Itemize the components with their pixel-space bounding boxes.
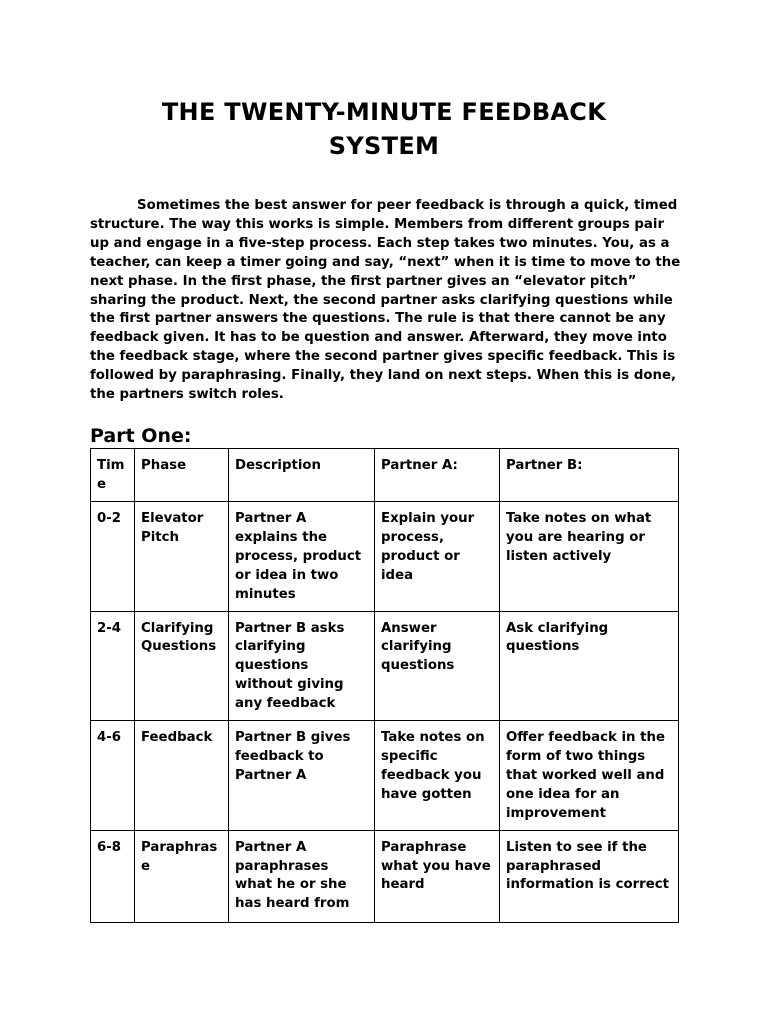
cell-description — [229, 502, 375, 612]
cell-partner-a-text: Take notes on specific feedback you have gotten — [381, 730, 485, 802]
cell-partner-a — [375, 502, 500, 612]
cell-phase — [135, 611, 229, 721]
header-partner-a: Partner A: — [375, 449, 500, 502]
cell-time: 6-8 — [91, 830, 135, 922]
header-phase: Phase — [135, 449, 229, 502]
cell-partner-b-text: Ask clarifying questions — [506, 620, 609, 655]
section-heading-part-one: Part One: — [90, 425, 192, 447]
title-line-2: SYSTEM — [328, 132, 440, 160]
cell-partner-a-text: Explain your process, product or idea — [381, 511, 475, 583]
title-line-1: THE TWENTY-MINUTE FEEDBACK — [161, 98, 607, 126]
cell-description-text: Partner A explains the process, product or idea in two minutes — [235, 511, 362, 602]
cell-partner-b-text: Offer feedback in the form of two things that worked well and one idea for an improvement — [506, 730, 665, 821]
feedback-table — [90, 448, 679, 923]
cell-description — [229, 721, 375, 831]
cell-partner-b-text: Listen to see if the paraphrased information is correct — [506, 839, 669, 893]
cell-description-text: Partner B asks clarifying questions without giving any feedback — [235, 620, 345, 712]
cell-description — [229, 830, 375, 922]
cell-phase-text: Clarifying Questions — [141, 620, 217, 655]
document-title — [90, 95, 678, 163]
header-description: Description — [229, 449, 375, 502]
table-row — [91, 830, 679, 922]
cell-time: 0-2 — [91, 502, 135, 612]
cell-description-text: Partner A paraphrases what he or she has heard from — [235, 839, 350, 912]
cell-partner-a-text: Answer clarifying questions — [381, 620, 455, 674]
cell-partner-a — [375, 611, 500, 721]
cell-partner-b-text: Take notes on what you are hearing or listen actively — [506, 511, 652, 564]
cell-phase: Paraphrase — [135, 830, 229, 922]
cell-phase — [135, 721, 229, 831]
table-row — [91, 721, 679, 831]
table-row — [91, 611, 679, 721]
cell-partner-b — [500, 502, 679, 612]
cell-partner-a — [375, 721, 500, 831]
cell-description — [229, 611, 375, 721]
table-header-row — [91, 449, 679, 502]
header-time: Time — [91, 449, 135, 502]
cell-time: 2-4 — [91, 611, 135, 721]
cell-description-text: Partner B gives feedback to Partner A — [235, 730, 351, 783]
cell-partner-b — [500, 721, 679, 831]
cell-phase-text: Feedback — [141, 730, 213, 746]
cell-partner-b — [500, 611, 679, 721]
cell-time: 4-6 — [91, 721, 135, 831]
cell-partner-b — [500, 830, 679, 922]
cell-phase-text: Elevator Pitch — [141, 511, 204, 545]
cell-partner-a-text: Paraphrase what you have heard — [381, 839, 491, 893]
cell-partner-a — [375, 830, 500, 922]
intro-paragraph: Sometimes the best answer for peer feedback is through a quick, timed structure. The way this works is simple. Members from different groups pair up and engage in a five-step process. Each step takes two minutes. You, as a teacher, can keep a timer going and say, “next” when it is time to move to the next phase. In the first phase, the first partner gives an “elevator pitch” sharing the product. Next, the second partner asks clarifying questions while the first partner answers the questions. The rule is that there cannot be any feedback given. It has to be question and answer. Afterward, they move into the feedback stage, where the second partner gives specific feedback. This is followed by paraphrasing. Finally, they land on next steps. When this is done, the partners switch roles. — [90, 198, 681, 403]
table-row — [91, 502, 679, 612]
cell-phase — [135, 502, 229, 612]
header-partner-b: Partner B: — [500, 449, 679, 502]
